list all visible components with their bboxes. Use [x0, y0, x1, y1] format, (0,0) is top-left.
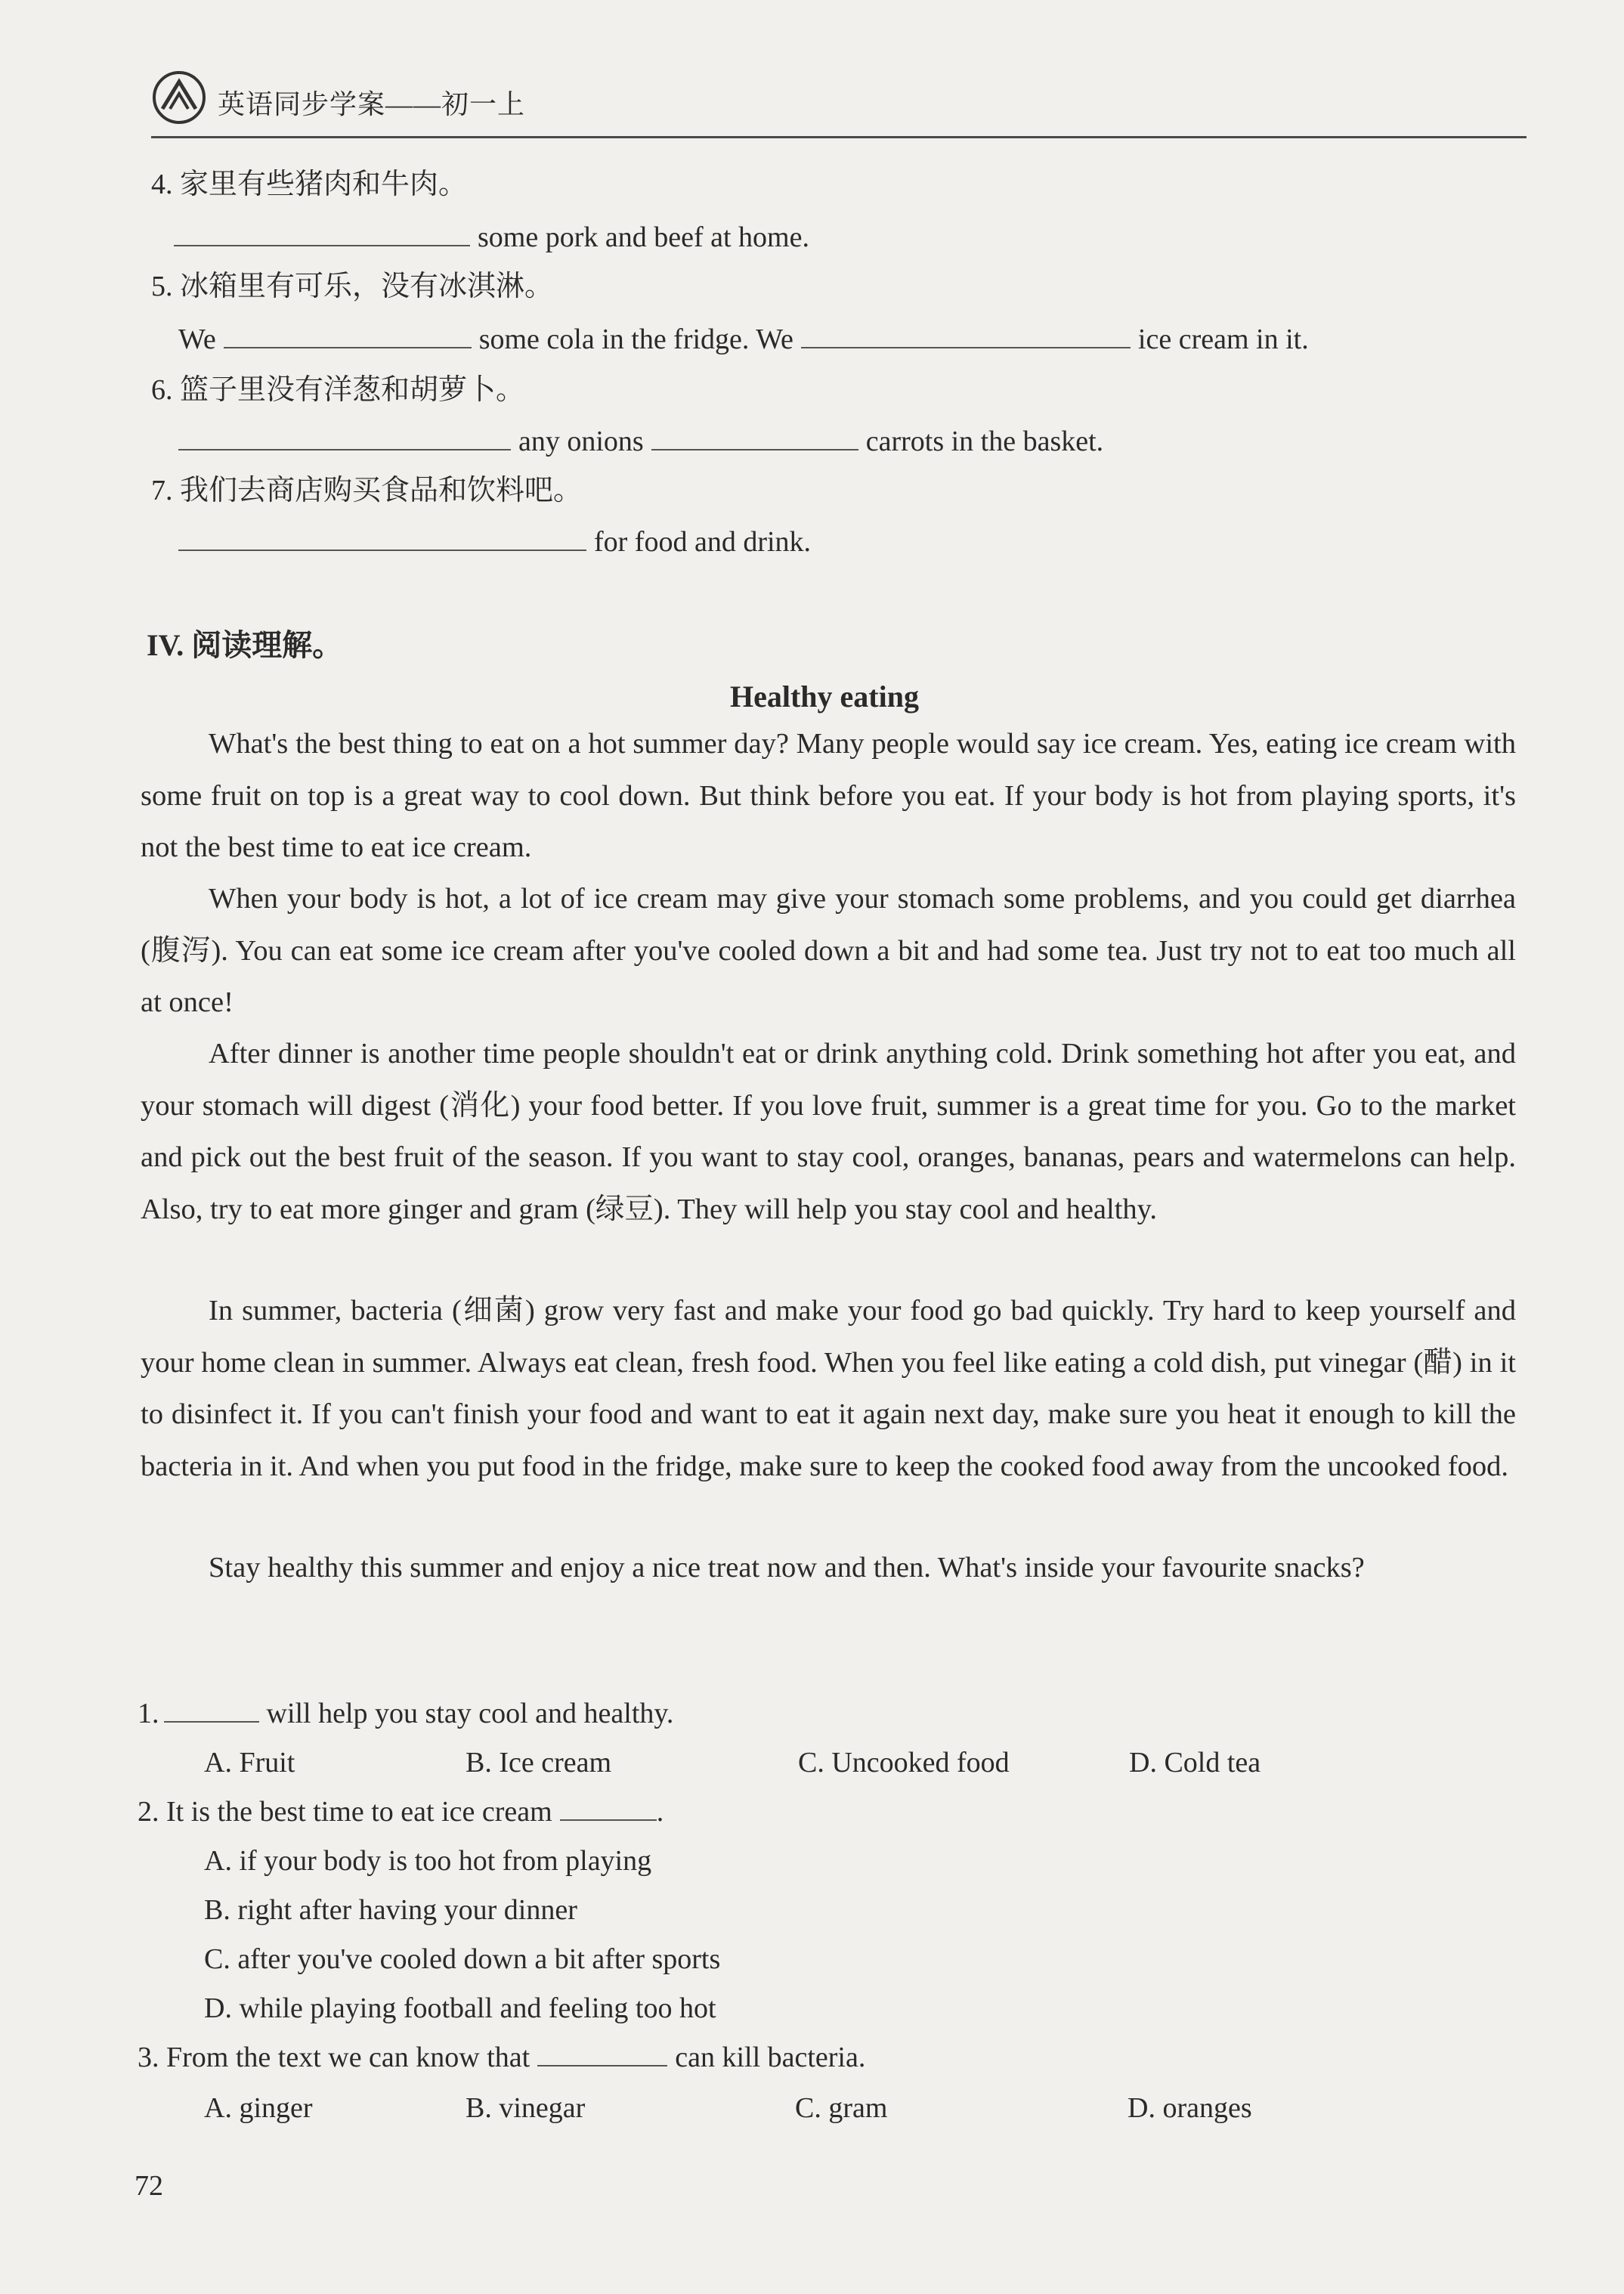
section-heading: IV. 阅读理解。 — [147, 628, 343, 662]
page-number: 72 — [135, 2170, 163, 2202]
question-2-stem: 2. It is the best time to eat ice cream . — [138, 1796, 664, 1828]
passage-title: Healthy eating — [730, 680, 919, 714]
page-header — [151, 70, 1527, 139]
header-divider — [151, 136, 1527, 138]
option-a[interactable]: A. Fruit — [204, 1747, 295, 1779]
item-6-prompt: 6. 篮子里没有洋葱和胡萝卜。 — [151, 374, 525, 406]
book-title: 英语同步学案——初一上 — [218, 89, 526, 119]
answer-blank[interactable] — [174, 222, 470, 246]
answer-blank[interactable] — [651, 426, 858, 450]
item-4-answer-line: some pork and beef at home. — [174, 221, 809, 255]
answer-blank[interactable] — [164, 1698, 259, 1723]
answer-blank[interactable] — [560, 1797, 657, 1821]
option-c[interactable]: C. Uncooked food — [798, 1747, 1010, 1779]
option-b[interactable]: B. Ice cream — [466, 1747, 612, 1779]
passage-paragraph: After dinner is another time people shouldn't eat or drink anything cold. Drink something hot after you eat, and your stomach will digest (消化) your food better. If you love fruit, summer is a great time for you. Go to the market and pick out the best fruit of the season. If you want to stay cool, oranges, bananas, pears and watermelons can help. Also, try to eat more ginger and gram (绿豆). They will help you stay cool and healthy. — [141, 1038, 1516, 1225]
item-7-prompt: 7. 我们去商店购买食品和饮料吧。 — [151, 475, 583, 506]
item-7-answer-line: for food and drink. — [178, 525, 811, 560]
question-1-stem: 1. will help you stay cool and healthy. — [138, 1698, 674, 1729]
publisher-logo-icon — [151, 70, 207, 125]
passage-paragraph: Stay healthy this summer and enjoy a nice treat now and then. What's inside your favourite snacks? — [209, 1552, 1365, 1584]
option-a[interactable]: A. ginger — [204, 2092, 313, 2124]
item-4-prompt: 4. 家里有些猪肉和牛肉。 — [151, 169, 468, 200]
passage-paragraph: What's the best thing to eat on a hot summer day? Many people would say ice cream. Yes, eating ice cream with some fruit on top is a great way to cool down. But think before you eat. If your body is hot from playing sports, it's not the best time to eat ice cream. — [141, 728, 1516, 863]
passage-paragraph: When your body is hot, a lot of ice cream may give your stomach some problems, and you could get diarrhea (腹泻). You can eat some ice cream after you've cooled down a bit and had some tea. Just try not to eat too much all at once! — [141, 883, 1516, 1018]
translation-exercises — [151, 168, 1511, 576]
answer-blank[interactable] — [178, 426, 511, 450]
answer-blank[interactable] — [801, 324, 1131, 348]
item-6-answer-line: any onions carrots in the basket. — [178, 425, 1103, 460]
answer-blank[interactable] — [178, 527, 586, 551]
comprehension-questions — [138, 1697, 1528, 2150]
question-3-stem: 3. From the text we can know that can kill bacteria. — [138, 2042, 866, 2073]
option-d[interactable]: D. Cold tea — [1129, 1747, 1261, 1779]
question-2-option-b[interactable]: B. right after having your dinner — [204, 1894, 577, 1926]
passage-paragraph: In summer, bacteria (细菌) grow very fast and make your food go bad quickly. Try hard to keep yourself and your home clean in summer. Always eat clean, fresh food. When you feel like eating a cold dish, put vinegar (醋) in it to disinfect it. If you can't finish your food and want to eat it again next day, make sure you heat it enough to kill the bacteria in it. And when you put food in the fridge, make sure to keep the cooked food away from the uncooked food. — [141, 1295, 1516, 1482]
answer-blank[interactable] — [224, 324, 472, 348]
item-5-prompt: 5. 冰箱里有可乐，没有冰淇淋。 — [151, 271, 554, 302]
option-c[interactable]: C. gram — [795, 2092, 888, 2124]
question-2-option-a[interactable]: A. if your body is too hot from playing — [204, 1845, 652, 1877]
answer-blank[interactable] — [537, 2042, 667, 2066]
option-b[interactable]: B. vinegar — [466, 2092, 586, 2124]
question-2-option-d[interactable]: D. while playing football and feeling too hot — [204, 1992, 716, 2024]
item-5-answer-line: We some cola in the fridge. We ice cream in it. — [178, 324, 1309, 355]
option-d[interactable]: D. oranges — [1128, 2092, 1252, 2124]
question-2-option-c[interactable]: C. after you've cooled down a bit after sports — [204, 1943, 721, 1975]
